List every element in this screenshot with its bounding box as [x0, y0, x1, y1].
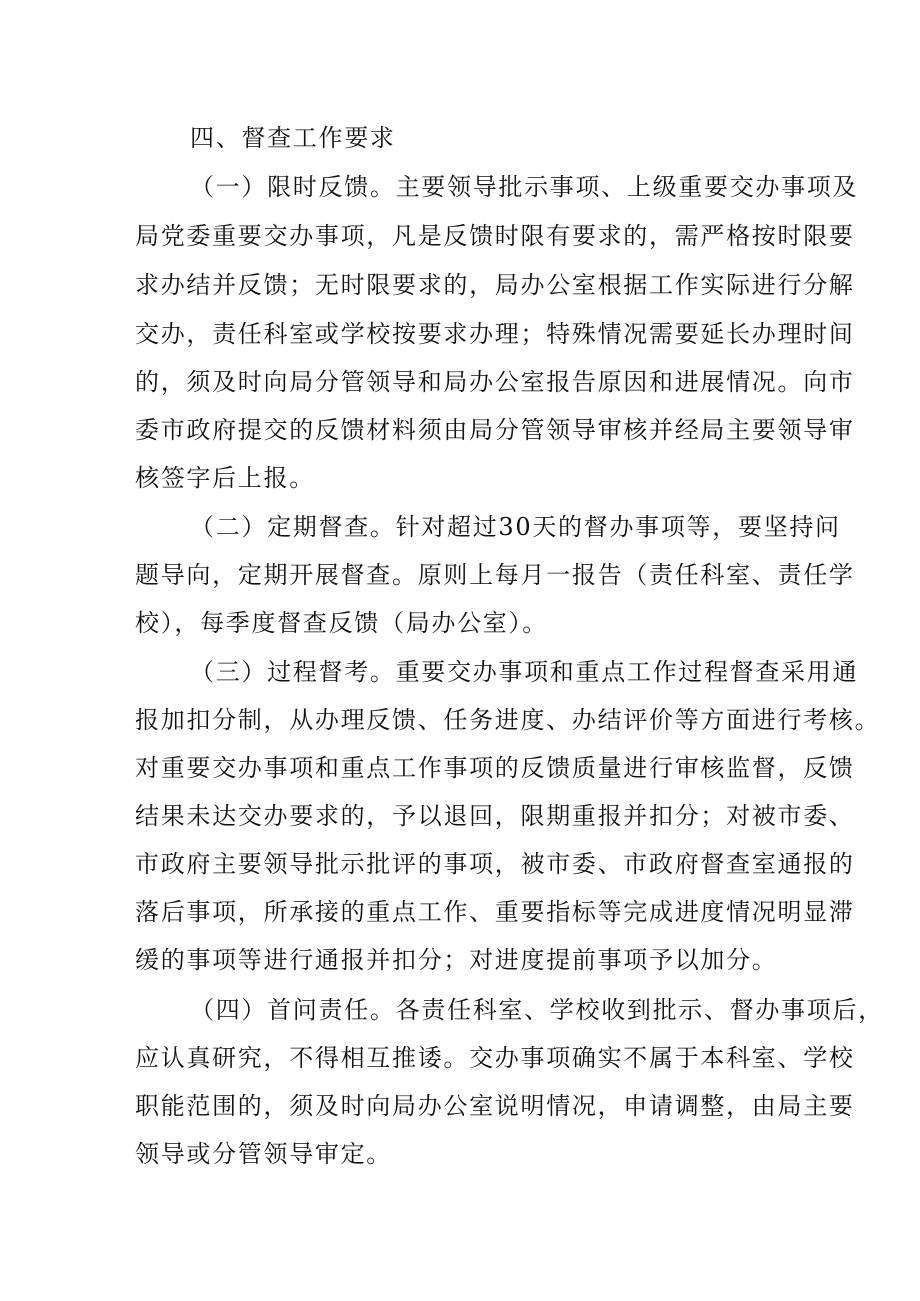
paragraph-line: 落后事项，所承接的重点工作、重要指标等完成进度情况明显滞 [135, 898, 855, 926]
paragraph-line: 委市政府提交的反馈材料须由局分管领导审核并经局主要领导审 [135, 416, 855, 444]
paragraph-line: 结果未达交办要求的，予以退回，限期重报并扣分；对被市委、 [135, 802, 855, 830]
paragraph-line: 领导或分管领导审定。 [135, 1140, 392, 1168]
paragraph-line: 职能范围的，须及时向局办公室说明情况，申请调整，由局主要 [135, 1092, 855, 1120]
paragraph-line: 报加扣分制，从办理反馈、任务进度、办结评价等方面进行考核。 [135, 706, 881, 734]
paragraph-line: （一）限时反馈。主要领导批示事项、上级重要交办事项及 [190, 173, 859, 201]
paragraph-line: 的，须及时向局分管领导和局办公室报告原因和进展情况。向市 [135, 368, 855, 396]
paragraph-line: 应认真研究，不得相互推诿。交办事项确实不属于本科室、学校 [135, 1044, 855, 1072]
paragraph-line: 核签字后上报。 [135, 464, 315, 492]
paragraph-line: （二）定期督查。针对超过30天的督办事项等，要坚持问 [190, 513, 841, 541]
paragraph-line: 对重要交办事项和重点工作事项的反馈质量进行审核监督，反馈 [135, 754, 855, 782]
paragraph-line: 校），每季度督查反馈（局办公室）。 [135, 609, 548, 637]
paragraph-line: 题导向，定期开展督查。原则上每月一报告（责任科室、责任学 [135, 561, 855, 589]
paragraph-line: 缓的事项等进行通报并扣分；对进度提前事项予以加分。 [135, 946, 778, 974]
paragraph-line: （三）过程督考。重要交办事项和重点工作过程督查采用通 [190, 658, 859, 686]
paragraph-line: 交办，责任科室或学校按要求办理；特殊情况需要延长办理时间 [135, 320, 855, 348]
paragraph-line: 求办结并反馈；无时限要求的，局办公室根据工作实际进行分解 [135, 271, 855, 299]
section-heading: 四、督查工作要求 [190, 124, 396, 152]
paragraph-line: （四）首问责任。各责任科室、学校收到批示、督办事项后， [190, 996, 884, 1024]
paragraph-line: 局党委重要交办事项，凡是反馈时限有要求的，需严格按时限要 [135, 222, 855, 250]
paragraph-line: 市政府主要领导批示批评的事项，被市委、市政府督查室通报的 [135, 850, 855, 878]
